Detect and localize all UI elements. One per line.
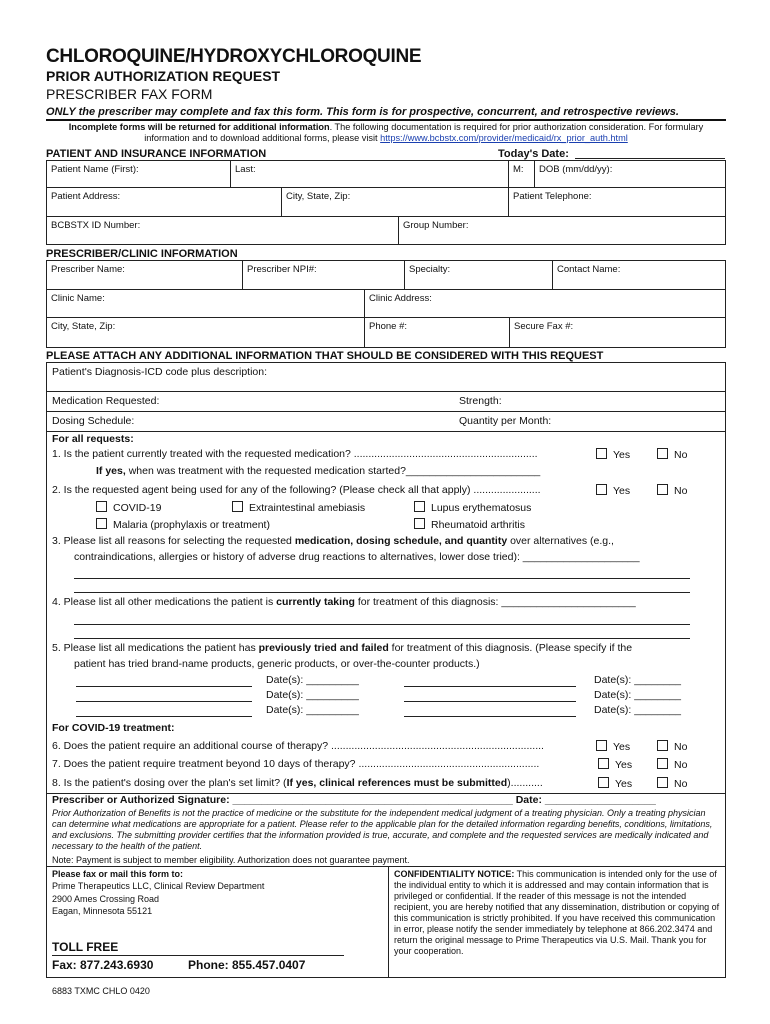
q5-dates[interactable]: Date(s): _________ <box>266 689 359 701</box>
q8-yes[interactable]: Yes <box>598 777 632 790</box>
q5-med-line[interactable] <box>404 701 576 702</box>
q5-med-line[interactable] <box>404 686 576 687</box>
incomplete-notice <box>46 122 726 144</box>
quantity-label[interactable]: Quantity per Month: <box>459 415 552 427</box>
form-title: CHLOROQUINE/HYDROXYCHLOROQUINE <box>46 46 422 67</box>
q1-no[interactable]: No <box>657 448 687 461</box>
checkbox-icon[interactable] <box>596 740 607 751</box>
question-1-followup[interactable]: If yes, when was treatment with the requested medication started?_______________________ <box>96 465 541 477</box>
checkbox-icon[interactable] <box>657 758 668 769</box>
checkbox-icon[interactable] <box>414 518 425 529</box>
question-6: 6. Does the patient require an additional course of therapy? ......................................................................... <box>52 740 544 752</box>
clinic-table <box>46 289 726 318</box>
option-covid[interactable]: COVID-19 <box>96 501 161 514</box>
form-subtitle: PRIOR AUTHORIZATION REQUEST <box>46 68 281 84</box>
question-3-line2[interactable]: contraindications, allergies or history of adverse drug reactions to alternatives, lower dose tried): ____________________ <box>74 551 640 563</box>
question-2: 2. Is the requested agent being used for any of the following? (Please check all that apply) ....................... <box>52 484 541 496</box>
q2-no[interactable]: No <box>657 484 687 497</box>
group-number-field[interactable]: Group Number: <box>399 217 726 245</box>
q5-med-line[interactable] <box>404 716 576 717</box>
clinic-address-field[interactable]: Clinic Address: <box>365 290 726 318</box>
patient-section-heading: PATIENT AND INSURANCE INFORMATION <box>46 148 267 160</box>
prescriber-table <box>46 260 726 290</box>
toll-free-label: TOLL FREE <box>52 940 119 954</box>
checkbox-icon[interactable] <box>598 777 609 788</box>
fax-mail-heading: Please fax or mail this form to: <box>52 869 184 879</box>
q5-med-line[interactable] <box>76 701 252 702</box>
clinic-name-field[interactable]: Clinic Name: <box>47 290 365 318</box>
q5-dates[interactable]: Date(s): ________ <box>594 689 681 701</box>
covid-heading: For COVID-19 treatment: <box>52 722 175 734</box>
header-rule <box>46 119 726 121</box>
q5-dates[interactable]: Date(s): _________ <box>266 704 359 716</box>
checkbox-icon[interactable] <box>414 501 425 512</box>
dosing-label[interactable]: Dosing Schedule: <box>52 415 135 427</box>
checkbox-icon[interactable] <box>598 758 609 769</box>
todays-date-label: Today's Date: <box>498 148 569 160</box>
patient-address-table <box>46 187 726 217</box>
q3-answer-line[interactable] <box>74 578 690 579</box>
secure-fax-field[interactable]: Secure Fax #: <box>510 318 726 348</box>
clinic-contact-table <box>46 317 726 348</box>
q3-answer-line[interactable] <box>74 592 690 593</box>
patient-mi-field[interactable]: M: <box>509 161 535 188</box>
option-malaria[interactable]: Malaria (prophylaxis or treatment) <box>96 518 270 531</box>
q5-med-line[interactable] <box>76 716 252 717</box>
patient-id-table <box>46 216 726 245</box>
prescriber-section-heading: PRESCRIBER/CLINIC INFORMATION <box>46 248 238 260</box>
diagnosis-label: Patient's Diagnosis-ICD code plus description: <box>52 366 268 378</box>
org-name: Prime Therapeutics LLC, Clinical Review Department <box>52 881 265 891</box>
formulary-link[interactable]: https://www.bcbstx.com/provider/medicaid/rx_prior_auth.html <box>380 133 628 143</box>
q1-yes[interactable]: Yes <box>596 448 630 461</box>
prescriber-only-notice: ONLY the prescriber may complete and fax this form. This form is for prospective, concurrent, and retrospective reviews. <box>46 106 679 118</box>
prescriber-name-field[interactable]: Prescriber Name: <box>47 261 243 290</box>
form-type: PRESCRIBER FAX FORM <box>46 86 213 102</box>
q5-dates[interactable]: Date(s): ________ <box>594 674 681 686</box>
phone-number: Phone: 855.457.0407 <box>188 958 306 972</box>
for-all-heading: For all requests: <box>52 433 134 445</box>
q5-med-line[interactable] <box>76 686 252 687</box>
dosing-row <box>46 411 726 432</box>
question-4[interactable]: 4. Please list all other medications the patient is currently taking for treatment of this diagnosis: _______________________ <box>52 596 636 608</box>
patient-dob-field[interactable]: DOB (mm/dd/yy): <box>535 161 726 188</box>
specialty-field[interactable]: Specialty: <box>405 261 553 290</box>
patient-city-field[interactable]: City, State, Zip: <box>282 188 509 217</box>
contact-divider <box>388 866 389 978</box>
diagnosis-field[interactable] <box>46 362 726 392</box>
additional-info-heading: PLEASE ATTACH ANY ADDITIONAL INFORMATION THAT SHOULD BE CONSIDERED WITH THIS REQUEST <box>46 350 604 362</box>
q5-dates[interactable]: Date(s): _________ <box>266 674 359 686</box>
todays-date-line[interactable] <box>575 158 725 159</box>
clinic-phone-field[interactable]: Phone #: <box>365 318 510 348</box>
q8-no[interactable]: No <box>657 777 687 790</box>
incomplete-notice-text: . The following documentation is required for prior authorization consideration. For formulary information and to download additional forms, please visit <box>144 122 704 143</box>
q6-yes[interactable]: Yes <box>596 740 630 753</box>
q2-yes[interactable]: Yes <box>596 484 630 497</box>
checkbox-icon[interactable] <box>96 501 107 512</box>
checkbox-icon[interactable] <box>657 777 668 788</box>
strength-label[interactable]: Strength: <box>459 395 502 407</box>
medication-row <box>46 391 726 412</box>
q6-no[interactable]: No <box>657 740 687 753</box>
question-8: 8. Is the patient's dosing over the plan's set limit? (If yes, clinical references must be submitted)........... <box>52 777 543 789</box>
payment-note: Note: Payment is subject to member eligibility. Authorization does not guarantee payment. <box>52 855 410 865</box>
signature-line[interactable]: Prescriber or Authorized Signature: ________________________________________________ Date: ___________________ <box>52 794 656 806</box>
question-3: 3. Please list all reasons for selecting the requested medication, dosing schedule, and quantity over alternatives (e.g., <box>52 535 614 547</box>
contact-name-field[interactable]: Contact Name: <box>553 261 726 290</box>
checkbox-icon[interactable] <box>596 484 607 495</box>
question-5: 5. Please list all medications the patient has previously tried and failed for treatment of this diagnosis. (Please specify if the <box>52 642 633 654</box>
question-5-line2: patient has tried brand-name products, generic products, or over-the-counter products.) <box>74 658 480 670</box>
city-address: Eagan, Minnesota 55121 <box>52 906 153 916</box>
option-lupus[interactable]: Lupus erythematosus <box>414 501 531 514</box>
question-1: 1. Is the patient currently treated with the requested medication? ............................................................... <box>52 448 538 460</box>
question-7: 7. Does the patient require treatment beyond 10 days of therapy? .............................................................. <box>52 758 540 770</box>
patient-last-name-field[interactable]: Last: <box>231 161 509 188</box>
confidentiality-notice: CONFIDENTIALITY NOTICE: This communication is intended only for the use of the individual entity to which it is addressed and may contain information that is privileged or confidential. If the reader of this message is not the intended recipient, you are hereby notified that any dissemination, distribution or copying of this communication is strictly prohibited. If you have received this communication in error, please notify the sender immediately by telephone at 866.202.3474 and return the original message to Prime Therapeutics via U.S. Mail. Thank you for your cooperation. <box>394 869 720 956</box>
checkbox-icon[interactable] <box>232 501 243 512</box>
q4-answer-line[interactable] <box>74 624 690 625</box>
q5-dates[interactable]: Date(s): ________ <box>594 704 681 716</box>
bcbstx-id-field[interactable]: BCBSTX ID Number: <box>47 217 399 245</box>
checkbox-icon[interactable] <box>596 448 607 459</box>
q4-answer-line[interactable] <box>74 638 690 639</box>
clinic-city-field[interactable]: City, State, Zip: <box>47 318 365 348</box>
checkbox-icon[interactable] <box>96 518 107 529</box>
street-address: 2900 Ames Crossing Road <box>52 894 160 904</box>
patient-telephone-field[interactable]: Patient Telephone: <box>509 188 726 217</box>
checkbox-icon[interactable] <box>657 448 668 459</box>
checkbox-icon[interactable] <box>657 740 668 751</box>
q7-yes[interactable]: Yes <box>598 758 632 771</box>
form-code: 6883 TXMC CHLO 0420 <box>52 986 150 996</box>
incomplete-notice-bold: Incomplete forms will be returned for additional information <box>68 122 330 132</box>
patient-first-name-field[interactable]: Patient Name (First): <box>47 161 231 188</box>
disclaimer-text: Prior Authorization of Benefits is not the practice of medicine or the substitute for the independent medical judgment of a treating physician. Only a treating physician can determine what medications are appropriate for a patient. Please refer to the applicable plan for the detailed information regarding benefits, conditions, limitations, and exclusions. The submitting provider certifies that the information provided is true, accurate, and complete and the requested services are medically indicated and necessary to the health of the patient. <box>52 808 713 851</box>
patient-table <box>46 160 726 188</box>
patient-address-field[interactable]: Patient Address: <box>47 188 282 217</box>
fax-number: Fax: 877.243.6930 <box>52 958 154 972</box>
medication-label[interactable]: Medication Requested: <box>52 395 160 407</box>
option-ra[interactable]: Rheumatoid arthritis <box>414 518 525 531</box>
toll-free-rule <box>52 955 344 956</box>
checkbox-icon[interactable] <box>657 484 668 495</box>
option-extraintestinal[interactable]: Extraintestinal amebiasis <box>232 501 365 514</box>
prescriber-npi-field[interactable]: Prescriber NPI#: <box>243 261 405 290</box>
q7-no[interactable]: No <box>657 758 687 771</box>
